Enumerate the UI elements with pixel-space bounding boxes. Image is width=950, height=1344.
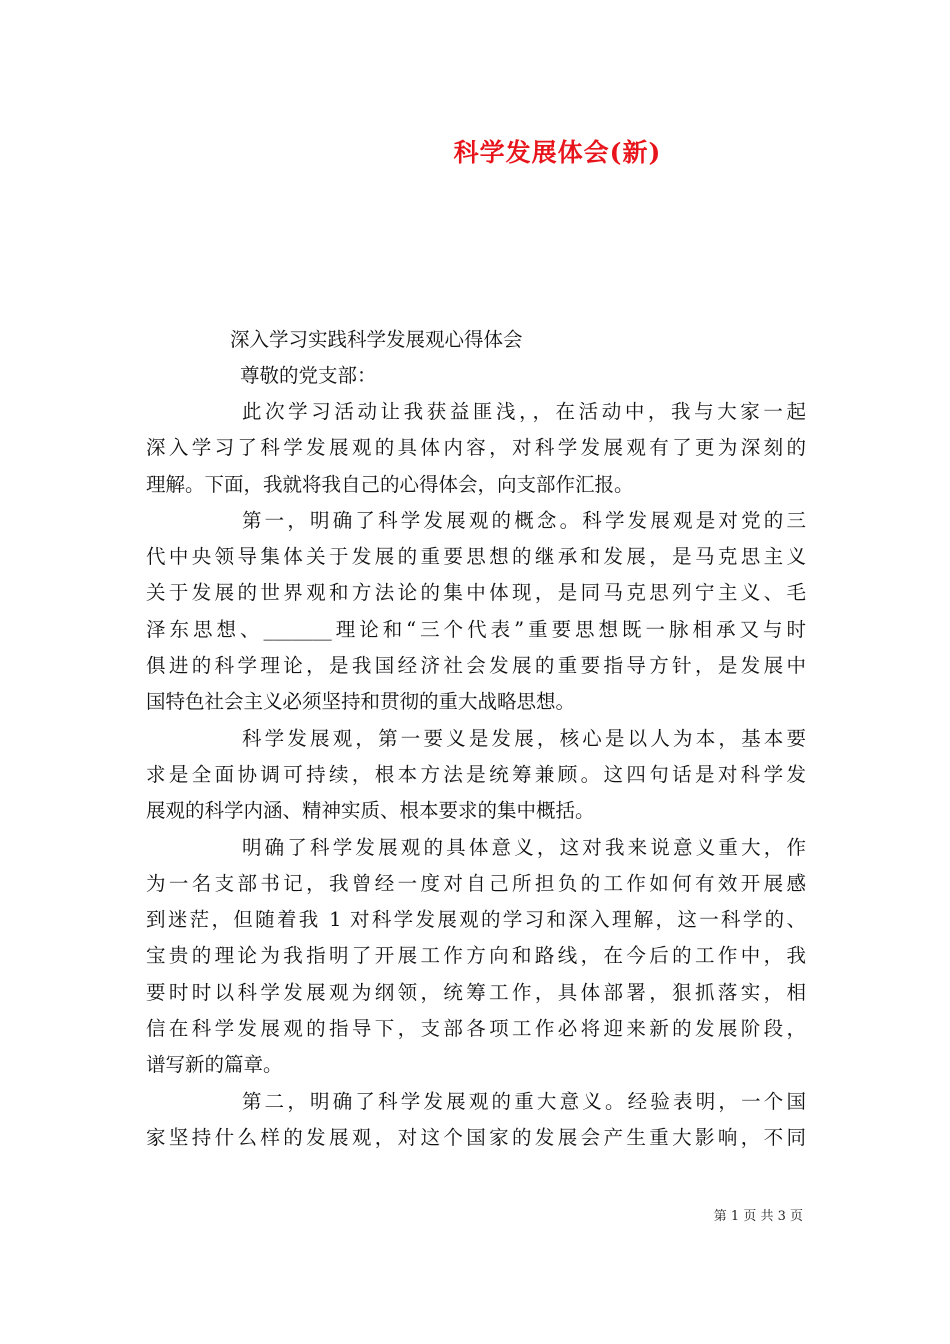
document-title: 科学发展体会(新) bbox=[453, 138, 662, 167]
text-line: 求是全面协调可持续，根本方法是统筹兼顾。这四句话是对科学发 bbox=[146, 762, 806, 786]
text-line: 第一，明确了科学发展观的概念。科学发展观是对党的三 bbox=[242, 508, 806, 532]
text-line: 国特色社会主义必须坚持和贯彻的重大战略思想。 bbox=[146, 690, 576, 714]
text-line: 关于发展的世界观和方法论的集中体现，是同马克思列宁主义、毛 bbox=[146, 581, 806, 605]
text-line: 此次学习活动让我获益匪浅，，在活动中，我与大家一起 bbox=[242, 400, 806, 423]
text-line: 深入学习了科学发展观的具体内容，对科学发展观有了更为深刻的 bbox=[146, 436, 806, 460]
text-line: 展观的科学内涵、精神实质、根本要求的集中概括。 bbox=[146, 799, 595, 823]
page-footer: 第 1 页 共 3 页 bbox=[713, 1209, 803, 1224]
text-line: 谱写新的篇章。 bbox=[146, 1053, 283, 1077]
text-line: 理解。下面，我就将我自己的心得体会，向支部作汇报。 bbox=[146, 472, 634, 496]
text-line: 明确了科学发展观的具体意义，这对我来说意义重大，作 bbox=[242, 835, 806, 859]
text-line: 科学发展观，第一要义是发展，核心是以人为本，基本要 bbox=[242, 726, 806, 750]
text-line: 第二，明确了科学发展观的重大意义。经验表明，一个国 bbox=[242, 1089, 806, 1113]
salutation: 尊敬的党支部： bbox=[240, 364, 377, 387]
text-line: 到迷茫，但随着我 1 对科学发展观的学习和深入理解，这一科学的、 bbox=[146, 908, 806, 932]
text-line: 家坚持什么样的发展观，对这个国家的发展会产生重大影响，不同 bbox=[146, 1125, 806, 1149]
body-text bbox=[146, 394, 806, 1156]
text-line: 代中央领导集体关于发展的重要思想的继承和发展，是马克思主义 bbox=[146, 545, 806, 569]
text-line: 俱进的科学理论，是我国经济社会发展的重要指导方针，是发展中 bbox=[146, 654, 806, 678]
text-line: 宝贵的理论为我指明了开展工作方向和路线，在今后的工作中，我 bbox=[146, 944, 806, 968]
text-line: 泽东思想、_______理论和“三个代表”重要思想既一脉相承又与时 bbox=[146, 617, 806, 641]
subtitle: 深入学习实践科学发展观心得体会 bbox=[230, 328, 523, 351]
text-line: 要时时以科学发展观为纲领，统筹工作，具体部署，狠抓落实，相 bbox=[146, 980, 806, 1004]
text-line: 为一名支部书记，我曾经一度对自己所担负的工作如何有效开展感 bbox=[146, 871, 806, 895]
text-line: 信在科学发展观的指导下，支部各项工作必将迎来新的发展阶段， bbox=[146, 1017, 806, 1041]
